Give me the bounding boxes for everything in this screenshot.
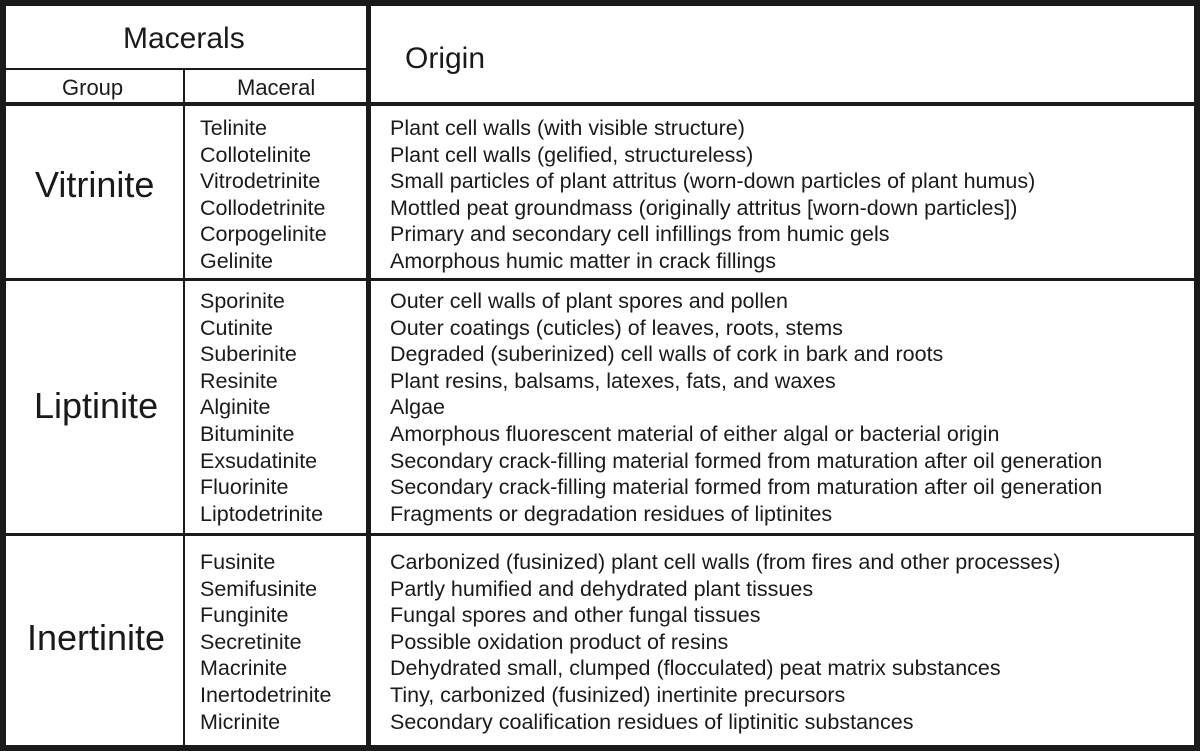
maceral-item: Sporinite: [200, 289, 285, 313]
origin-item: Fragments or degradation residues of liptinites: [390, 501, 833, 526]
maceral-item: Fluorinite: [200, 475, 289, 500]
maceral-item: Vitrodetrinite: [200, 169, 321, 194]
origin-item: Possible oxidation product of resins: [390, 629, 729, 654]
origin-item: Plant cell walls (gelified, structureless): [390, 142, 754, 167]
maceral-list-inertinite: [200, 549, 331, 735]
origin-item: Partly humified and dehydrated plant tissues: [390, 576, 814, 601]
divider-header: [0, 102, 1200, 106]
maceral-list-vitrinite: [200, 115, 327, 275]
maceral-item: Funginite: [200, 603, 289, 628]
origin-item: Amorphous humic matter in crack fillings: [390, 248, 776, 273]
origin-item: Outer coatings (cuticles) of leaves, roots, stems: [390, 315, 843, 340]
origin-item: Tiny, carbonized (fusinized) inertinite precursors: [390, 682, 846, 707]
maceral-item: Micrinite: [200, 709, 281, 734]
origin-item: Secondary crack-filling material formed from maturation after oil generation: [390, 448, 1103, 473]
divider-group-maceral: [183, 69, 185, 751]
maceral-item: Exsudatinite: [200, 448, 318, 473]
origin-item: Plant resins, balsams, latexes, fats, and waxes: [390, 368, 836, 393]
origin-item: Secondary coalification residues of liptinitic substances: [390, 709, 914, 734]
divider-group-2: [0, 533, 1200, 536]
macerals-header: Macerals: [123, 22, 245, 55]
divider-origin-column: [366, 0, 371, 751]
maceral-item: Cutinite: [200, 315, 273, 340]
maceral-item: Bituminite: [200, 421, 295, 446]
group-name-vitrinite: Vitrinite: [35, 164, 155, 205]
maceral-item: Corpogelinite: [200, 222, 327, 247]
maceral-item: Inertodetrinite: [200, 682, 332, 707]
origin-item: Carbonized (fusinized) plant cell walls (from fires and other processes): [390, 550, 1061, 574]
origin-list-vitrinite: [390, 115, 1035, 275]
origin-item: Dehydrated small, clumped (flocculated) peat matrix substances: [390, 656, 1001, 681]
origin-list-inertinite: [390, 549, 1060, 735]
group-name-inertinite: Inertinite: [27, 617, 166, 658]
origin-header: Origin: [405, 42, 486, 75]
maceral-item: Collodetrinite: [200, 195, 326, 220]
maceral-item: Macrinite: [200, 656, 288, 681]
maceral-item: Gelinite: [200, 248, 273, 273]
origin-item: Fungal spores and other fungal tissues: [390, 603, 761, 628]
origin-item: Outer cell walls of plant spores and pollen: [390, 289, 788, 313]
origin-list-liptinite: [390, 288, 1102, 527]
origin-item: Algae: [390, 395, 445, 420]
divider-group-1: [0, 278, 1200, 281]
origin-item: Secondary crack-filling material formed from maturation after oil generation: [390, 475, 1103, 500]
maceral-item: Alginite: [200, 395, 271, 420]
origin-item: Amorphous fluorescent material of either algal or bacterial origin: [390, 421, 1000, 446]
border-right: [1194, 0, 1200, 751]
maceral-item: Collotelinite: [200, 142, 312, 167]
origin-item: Degraded (suberinized) cell walls of cork in bark and roots: [390, 342, 944, 367]
group-name-liptinite: Liptinite: [34, 385, 159, 426]
origin-item: Small particles of plant attritus (worn-down particles of plant humus): [390, 169, 1036, 194]
maceral-header: Maceral: [237, 75, 316, 100]
maceral-list-liptinite: [200, 288, 323, 527]
maceral-item: Telinite: [200, 116, 267, 140]
maceral-item: Semifusinite: [200, 576, 318, 601]
maceral-item: Liptodetrinite: [200, 501, 324, 526]
origin-item: Mottled peat groundmass (originally attritus [worn-down particles]): [390, 195, 1018, 220]
border-bottom: [0, 745, 1200, 751]
border-top: [0, 0, 1200, 6]
maceral-item: Resinite: [200, 368, 278, 393]
maceral-item: Fusinite: [200, 550, 276, 574]
maceral-item: Suberinite: [200, 342, 297, 367]
origin-item: Plant cell walls (with visible structure): [390, 116, 745, 140]
maceral-item: Secretinite: [200, 629, 302, 654]
divider-macerals-subheader: [0, 68, 368, 70]
border-left: [0, 0, 6, 751]
group-header: Group: [62, 75, 124, 100]
origin-item: Primary and secondary cell infillings from humic gels: [390, 222, 890, 247]
